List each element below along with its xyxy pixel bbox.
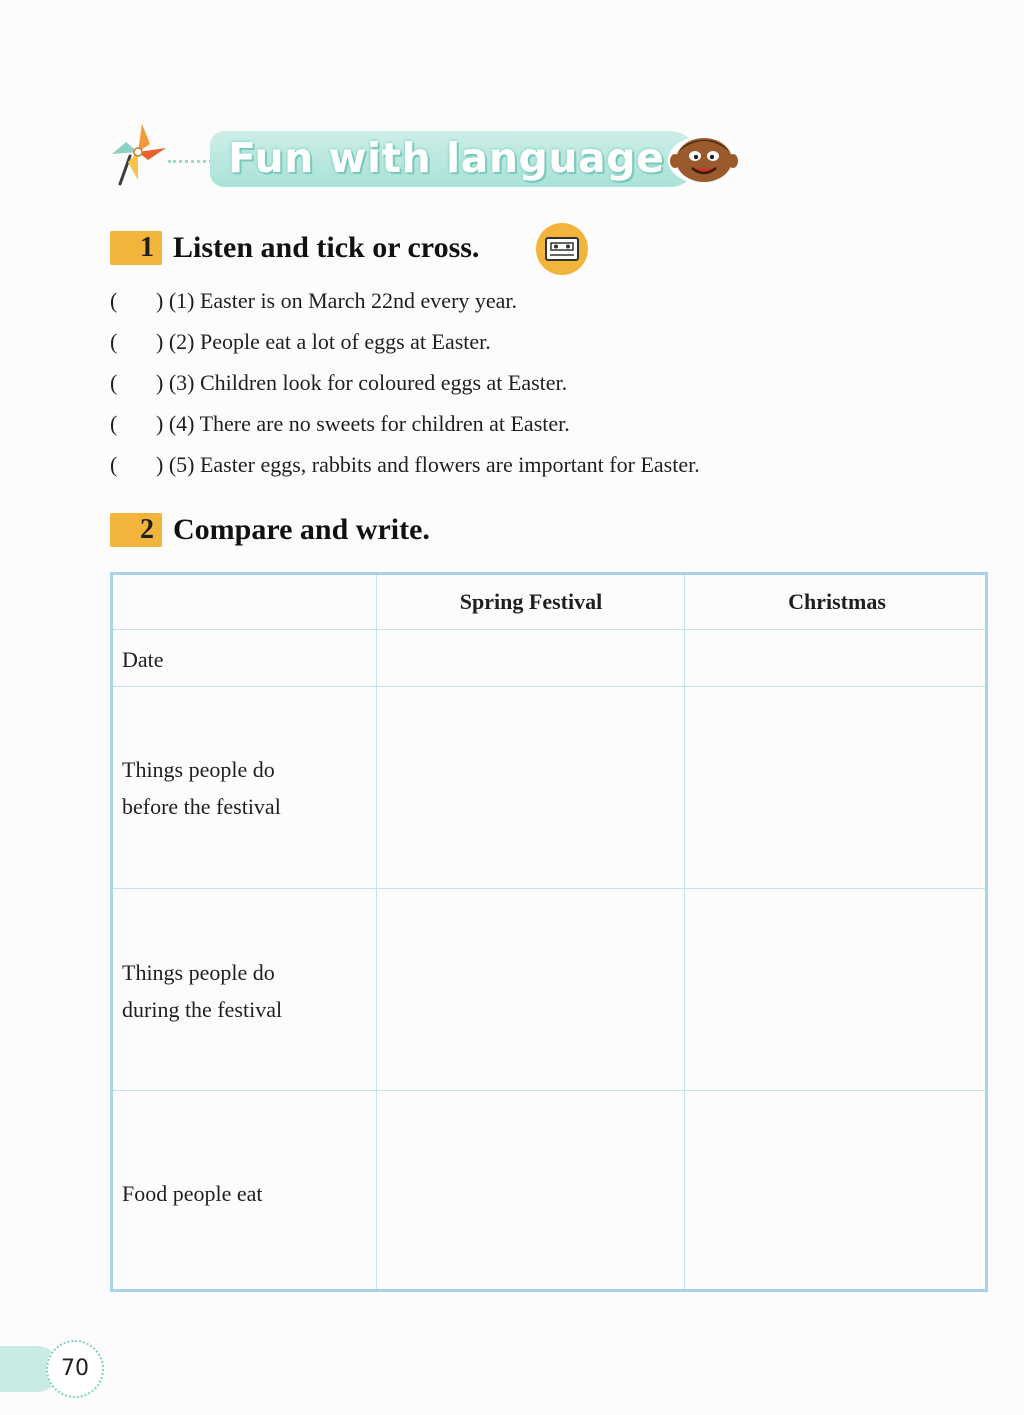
section-2-title: Compare and write. [173,513,430,546]
statement-item-2 [110,328,491,356]
statement-text: ) (5) Easter eggs, rabbits and flowers are important for Easter. [156,452,700,477]
row-label-during: Things people do during the festival [122,960,283,1022]
table-divider [376,575,377,1289]
table-divider [113,888,985,889]
answer-cell[interactable] [686,688,985,887]
answer-cell[interactable] [378,631,683,685]
section-1-number: 1 [110,231,162,265]
column-header-christmas: Christmas [788,589,886,614]
answer-cell[interactable] [686,1092,985,1288]
pinwheel-icon [108,118,172,188]
row-label-before: Things people do before the festival [122,757,281,819]
answer-cell[interactable] [378,688,683,887]
table-divider [684,575,685,1289]
statement-item-1 [110,287,517,315]
answer-bracket[interactable]: ( [110,370,118,395]
statement-item-3 [110,369,567,397]
statement-text: ) (3) Children look for coloured eggs at Easter. [156,370,568,395]
table-divider [113,629,985,630]
answer-cell[interactable] [686,631,985,685]
answer-bracket[interactable]: ( [110,329,118,354]
section-2-number: 2 [110,513,162,547]
page-number: 70 [46,1340,104,1398]
statement-text: ) (1) Easter is on March 22nd every year. [156,288,518,313]
answer-bracket[interactable]: ( [110,452,118,477]
answer-cell[interactable] [378,890,683,1089]
row-label-food: Food people eat [122,1181,263,1206]
banner-dotted-line [168,160,212,163]
answer-bracket[interactable]: ( [110,288,118,313]
statement-item-4 [110,410,570,438]
table-divider [113,686,985,687]
answer-cell[interactable] [686,890,985,1089]
table-divider [113,1090,985,1091]
column-header-spring-festival: Spring Festival [459,589,603,614]
mascot-face-icon [660,128,746,190]
row-label-date: Date [122,647,164,672]
section-1-title: Listen and tick or cross. [173,231,480,264]
answer-bracket[interactable]: ( [110,411,118,436]
banner-title: Fun with language [228,134,665,182]
statement-text: ) (4) There are no sweets for children at Easter. [156,411,570,436]
answer-cell[interactable] [378,1092,683,1288]
statement-text: ) (2) People eat a lot of eggs at Easter. [156,329,491,354]
cassette-tape-icon[interactable] [536,223,588,275]
statement-item-5 [110,451,700,479]
